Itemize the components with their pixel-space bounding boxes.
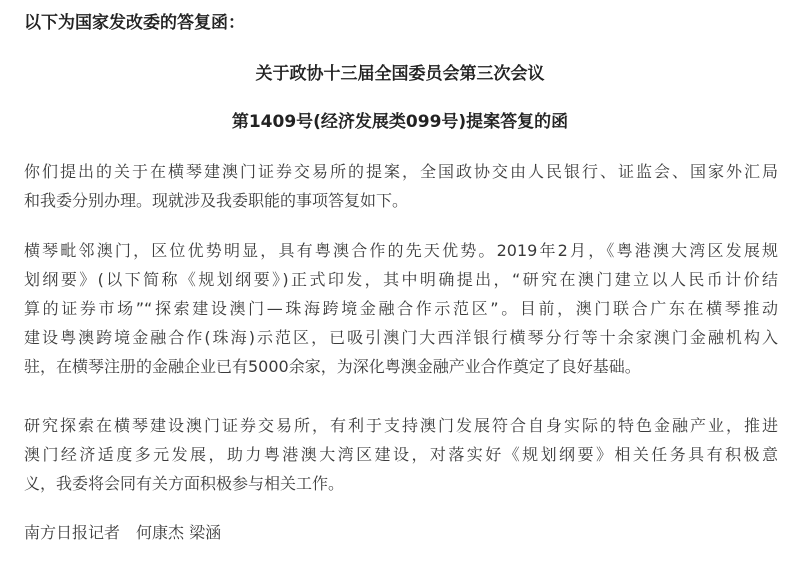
letter-title-line-2: 第1409号(经济发展类099号)提案答复的函 [231,112,569,132]
paragraph-line: 澳门经济适度多元发展，助力粤港澳大湾区建设，对落实好《规划纲要》相关任务具有积极意 [24,445,778,464]
paragraph-line: 横琴毗邻澳门，区位优势明显，具有粤澳合作的先天优势。2019年2月，《粤港澳大湾区发展规 [24,241,778,260]
paragraph-line: 驻，在横琴注册的金融企业已有5000余家，为深化粤澳金融产业合作奠定了良好基础。 [24,357,641,376]
paragraph-line: 建设粤澳跨境金融合作(珠海)示范区，已吸引澳门大西洋银行横琴分行等十余家澳门金融机构入 [24,328,778,347]
paragraph-line: 研究探索在横琴建设澳门证券交易所，有利于支持澳门发展符合自身实际的特色金融产业，推进 [24,416,778,435]
paragraph-line: 划纲要》(以下简称《规划纲要》)正式印发，其中明确提出，“研究在澳门建立以人民币计价结 [24,270,778,289]
paragraph-3 [24,411,778,498]
paragraph-1 [24,157,778,215]
intro-heading: 以下为国家发改委的答复函： [24,13,245,33]
paragraph-line: 义，我委将会同有关方面积极参与相关工作。 [24,474,345,493]
paragraph-2 [24,236,778,381]
letter-title-line-1: 关于政协十三届全国委员会第三次会议 [255,64,545,84]
paragraph-line: 和我委分别办理。现就涉及我委职能的事项答复如下。 [24,191,409,210]
paragraph-line: 你们提出的关于在横琴建澳门证券交易所的提案，全国政协交由人民银行、证监会、国家外汇局 [24,162,778,181]
paragraph-line: 算的证券市场”“探索建设澳门—珠海跨境金融合作示范区”。目前，澳门联合广东在横琴推动 [24,299,778,318]
reporter-byline: 南方日报记者 何康杰 梁涵 [24,523,222,542]
